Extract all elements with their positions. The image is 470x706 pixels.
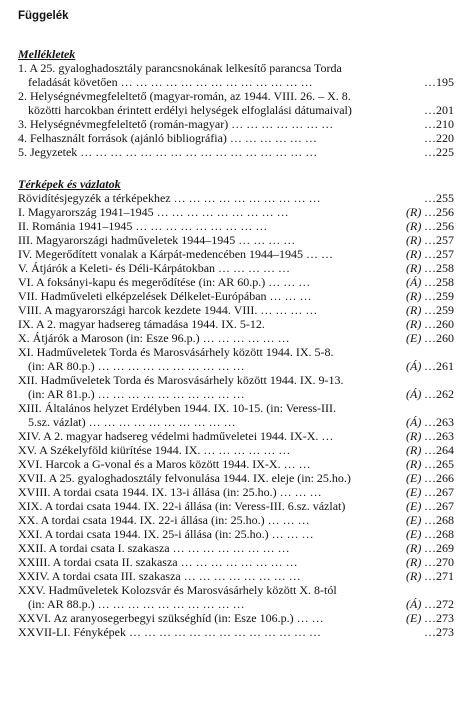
toc-entry-map-type: (Á): [406, 415, 422, 429]
toc-entry-page-number: … 266: [424, 471, 454, 485]
toc-entry-title: XX. A tordai csata 1944. IX. 22-i állása (in: 25.ho.) … … …: [18, 513, 310, 527]
toc-entry-map-type: (E): [406, 471, 422, 485]
toc-entry-page-number: … 268: [424, 513, 454, 527]
toc-entry-page-number: … 272: [424, 597, 454, 611]
toc-entry-map-type: (R): [406, 289, 422, 303]
toc-entry-page-number: … 261: [424, 359, 454, 373]
toc-entry-tail: [406, 275, 454, 289]
toc-entry-tail: [406, 317, 454, 331]
toc-entry-tail: [406, 499, 454, 513]
toc-entry-map-type: (R): [406, 247, 422, 261]
toc-entry-page-number: … 256: [424, 219, 454, 233]
toc-entry-page-number: … 263: [424, 415, 454, 429]
toc-entry-page-number: … 259: [424, 289, 454, 303]
toc-entry-title: XXI. A tordai csata 1944. IX. 25-i állása (in: 25.ho.) … … …: [18, 527, 314, 541]
toc-entry-tail: [406, 331, 454, 345]
toc-entry-page-number: … 220: [424, 131, 454, 145]
toc-entry: [18, 373, 454, 401]
toc-entry-title: XVIII. A tordai csata 1944. IX. 13-i állása (in: 25.ho.) … … …: [18, 485, 322, 499]
toc-entry-page-number: … 259: [424, 303, 454, 317]
toc-entry-tail: [406, 415, 454, 429]
toc-entry: [18, 289, 454, 303]
toc-entry-tail: [406, 387, 454, 401]
toc-entry-tail: [406, 191, 454, 205]
toc-entry-tail: [406, 103, 454, 117]
toc-entry: [18, 527, 454, 541]
toc-entry-tail: [406, 597, 454, 611]
toc-entry-page-number: … 262: [424, 387, 454, 401]
toc-entry: [18, 625, 454, 639]
section-title-terkepek: Térképek és vázlatok: [18, 177, 121, 191]
toc-entry-title: XXVI. Az aranyosegerbegyi szükséghíd (in: Esze 106.p.) … …: [18, 611, 324, 625]
toc-entry-title: XXIV. A tordai csata III. szakasza … … … … … … … …: [18, 569, 301, 583]
toc-entry: [18, 401, 454, 429]
toc-entry: [18, 247, 454, 261]
toc-entry-map-type: (R): [406, 429, 422, 443]
toc-entry-tail: [406, 303, 454, 317]
toc-entry-title: XIV. A 2. magyar hadsereg védelmi hadműveletei 1944. IX-X. …: [18, 429, 334, 443]
toc-entry: [18, 429, 454, 443]
toc-entry-tail: [406, 145, 454, 159]
toc-entry-map-type: (R): [406, 569, 422, 583]
toc-entry-tail: [406, 457, 454, 471]
toc-entry-tail: [406, 359, 454, 373]
toc-entry-tail: [406, 555, 454, 569]
toc-entry: [18, 317, 454, 331]
toc-entry: [18, 443, 454, 457]
toc-entry-page-number: … 210: [424, 117, 454, 131]
toc-entry-title: 5. Jegyzetek … … … … … … … … … … … … … … … …: [18, 145, 318, 159]
toc-entry: [18, 499, 454, 513]
toc-entry-title: X. Átjárók a Maroson (in: Esze 96.p.) … … … … … …: [18, 331, 290, 345]
toc-entry-map-type: (E): [406, 513, 422, 527]
toc-entry-title: V. Átjárók a Keleti- és Déli-Kárpátokban … … … … …: [18, 261, 291, 275]
toc-entry: [18, 61, 454, 89]
toc-entry: [18, 261, 454, 275]
toc-entry-map-type: (E): [406, 611, 422, 625]
toc-entry-page-number: … 258: [424, 275, 454, 289]
toc-entry-tail: [406, 247, 454, 261]
toc-entry-tail: [406, 485, 454, 499]
toc-entry-tail: [406, 261, 454, 275]
toc-entry: [18, 555, 454, 569]
toc-entry: [18, 303, 454, 317]
toc-entry-title: III. Magyarországi hadműveletek 1944–1945 … … … …: [18, 233, 296, 247]
toc-entry-page-number: … 267: [424, 499, 454, 513]
toc-entry-map-type: (E): [406, 499, 422, 513]
toc-entry-page-number: … 255: [424, 191, 454, 205]
toc-entry-title: XI. Hadműveletek Torda és Marosvásárhely között 1944. IX. 5-8.: [18, 345, 334, 359]
toc-entry-page-number: … 201: [424, 103, 454, 117]
toc-entry-tail: [406, 569, 454, 583]
toc-entry-page-number: … 258: [424, 261, 454, 275]
toc-entry-title: I. Magyarország 1941–1945 … … … … … … … … …: [18, 205, 289, 219]
toc-entry: [18, 145, 454, 159]
toc-entry-page-number: … 269: [424, 541, 454, 555]
toc-entry-title-continued: 5.sz. vázlat) … … … … … … … … … …: [28, 415, 236, 429]
toc-entry-map-type: (R): [406, 261, 422, 275]
toc-entry-title: XXVII-LI. Fényképek … … … … … … … … … … … … …: [18, 625, 321, 639]
toc-entry-title: XVII. A 25. gyaloghadosztály felvonulása 1944. IX. eleje (in: 25.ho.): [18, 471, 351, 485]
toc-entry-title: XII. Hadműveletek Torda és Marosvásárhely között 1944. IX. 9-13.: [18, 373, 344, 387]
toc-entry-title: XIX. A tordai csata 1944. IX. 22-i állása (in: Veress-III. 6.sz. vázlat): [18, 499, 346, 513]
toc-entry-map-type: (R): [406, 555, 422, 569]
toc-entry: [18, 191, 454, 205]
toc-entry-tail: [406, 289, 454, 303]
toc-entry-map-type: (Á): [406, 275, 422, 289]
toc-entry: [18, 583, 454, 611]
toc-entry-map-type: (E): [406, 485, 422, 499]
toc-entry-title: XXIII. A tordai csata II. szakasza … … … … … … … …: [18, 555, 298, 569]
toc-entry-tail: [406, 429, 454, 443]
toc-entry-tail: [406, 205, 454, 219]
toc-entry-tail: [406, 117, 454, 131]
toc-entry: [18, 541, 454, 555]
toc-entry-page-number: … 270: [424, 555, 454, 569]
toc-entry: [18, 345, 454, 373]
toc-entry-title: II. Románia 1941–1945 … … … … … … … … …: [18, 219, 268, 233]
toc-entry: [18, 275, 454, 289]
toc-entry-title: VII. Hadműveleti elképzelések Délkelet-Európában … … …: [18, 289, 312, 303]
toc-entry-title: IX. A 2. magyar hadsereg támadása 1944. IX. 5-12.: [18, 317, 265, 331]
toc-entry-title: VIII. A magyarországi harcok kezdete 1944. VIII. … … … …: [18, 303, 318, 317]
terkepek-list: [18, 191, 454, 639]
toc-entry-map-type: (R): [406, 317, 422, 331]
toc-entry: [18, 471, 454, 485]
toc-entry-map-type: (R): [406, 233, 422, 247]
toc-entry-title-continued: közötti harcokban érintett erdélyi helységek elfoglalási dátumaival): [28, 103, 352, 117]
toc-entry-page-number: … 260: [424, 331, 454, 345]
toc-entry-title: XXII. A tordai csata I. szakasza … … … … … … … …: [18, 541, 290, 555]
toc-entry: [18, 219, 454, 233]
toc-entry-tail: [406, 611, 454, 625]
toc-entry-page-number: … 257: [424, 233, 454, 247]
toc-entry-title-continued: feladását követően … … … … … … … … … … … … …: [28, 75, 313, 89]
toc-entry-page-number: … 256: [424, 205, 454, 219]
toc-entry-tail: [406, 625, 454, 639]
toc-entry-map-type: (Á): [406, 387, 422, 401]
toc-entry-title: Rövidítésjegyzék a térképekhez … … … … … … … … … …: [18, 191, 321, 205]
toc-entry-page-number: … 273: [424, 611, 454, 625]
toc-entry-title: XVI. Harcok a G-vonal és a Maros között 1944. IX-X. … …: [18, 457, 311, 471]
toc-entry-tail: [406, 471, 454, 485]
toc-entry-tail: [406, 131, 454, 145]
toc-entry-title: XXV. Hadműveletek Kolozsvár és Marosvásárhely között X. 8-tól: [18, 583, 337, 597]
toc-entry-page-number: … 271: [424, 569, 454, 583]
toc-entry-map-type: (E): [406, 527, 422, 541]
toc-entry-title: IV. Megerődített vonalak a Kárpát-medencében 1944–1945 … …: [18, 247, 334, 261]
toc-entry-map-type: (Á): [406, 597, 422, 611]
toc-entry-map-type: (Á): [406, 359, 422, 373]
toc-entry-tail: [406, 219, 454, 233]
toc-entry: [18, 513, 454, 527]
toc-entry-title: 3. Helységnévmegfeleltető (román-magyar) … … … … … … …: [18, 117, 334, 131]
toc-entry-title-continued: (in: AR 81.p.) … … … … … … … … … …: [28, 387, 245, 401]
toc-entry-map-type: (R): [406, 205, 422, 219]
toc-entry-title: XV. A Székelyföld kiürítése 1944. IX. … … … … … …: [18, 443, 291, 457]
toc-entry-tail: [406, 75, 454, 89]
toc-entry: [18, 131, 454, 145]
toc-entry-tail: [406, 527, 454, 541]
toc-entry-title: 4. Felhasznált források (ajánló bibliográfia) … … … … … …: [18, 131, 317, 145]
toc-entry-title: XIII. Általános helyzet Erdélyben 1944. IX. 10-15. (in: Veress-III.: [18, 401, 337, 415]
toc-entry: [18, 233, 454, 247]
toc-entry-page-number: … 273: [424, 625, 454, 639]
toc-entry-map-type: (R): [406, 219, 422, 233]
toc-entry: [18, 89, 454, 117]
toc-entry-page-number: … 195: [424, 75, 454, 89]
toc-entry-tail: [406, 233, 454, 247]
toc-entry-page-number: … 225: [424, 145, 454, 159]
toc-entry: [18, 485, 454, 499]
toc-entry: [18, 331, 454, 345]
toc-entry-tail: [406, 443, 454, 457]
toc-entry: [18, 205, 454, 219]
toc-entry-page-number: … 264: [424, 443, 454, 457]
toc-entry-title-continued: (in: AR 88.p.) … … … … … … … … … …: [28, 597, 245, 611]
toc-entry-tail: [406, 513, 454, 527]
toc-entry-title-continued: (in: AR 80.p.) … … … … … … … … … …: [28, 359, 245, 373]
toc-entry: [18, 611, 454, 625]
section-title-mellekletek: Mellékletek: [18, 47, 76, 61]
toc-entry: [18, 117, 454, 131]
toc-entry-map-type: (E): [406, 331, 422, 345]
toc-entry: [18, 569, 454, 583]
toc-entry-title: 1. A 25. gyaloghadosztály parancsnokának lelkesítő parancsa Torda: [18, 61, 342, 75]
toc-entry-map-type: (R): [406, 457, 422, 471]
toc-entry-page-number: … 257: [424, 247, 454, 261]
toc-entry-page-number: … 260: [424, 317, 454, 331]
mellekletek-list: [18, 61, 454, 159]
toc-entry-page-number: … 268: [424, 527, 454, 541]
toc-entry-title: 2. Helységnévmegfeleltető (magyar-román, az 1944. VIII. 26. – X. 8.: [18, 89, 351, 103]
toc-entry-map-type: (R): [406, 541, 422, 555]
toc-entry-tail: [406, 541, 454, 555]
page-header: Függelék: [18, 10, 69, 22]
toc-entry-page-number: … 265: [424, 457, 454, 471]
toc-entry-title: VI. A foksányi-kapu és megerődítése (in: AR 60.p.) … … …: [18, 275, 311, 289]
toc-entry: [18, 457, 454, 471]
toc-entry-page-number: … 263: [424, 429, 454, 443]
toc-entry-page-number: … 267: [424, 485, 454, 499]
toc-entry-map-type: (R): [406, 443, 422, 457]
toc-entry-map-type: (R): [406, 303, 422, 317]
